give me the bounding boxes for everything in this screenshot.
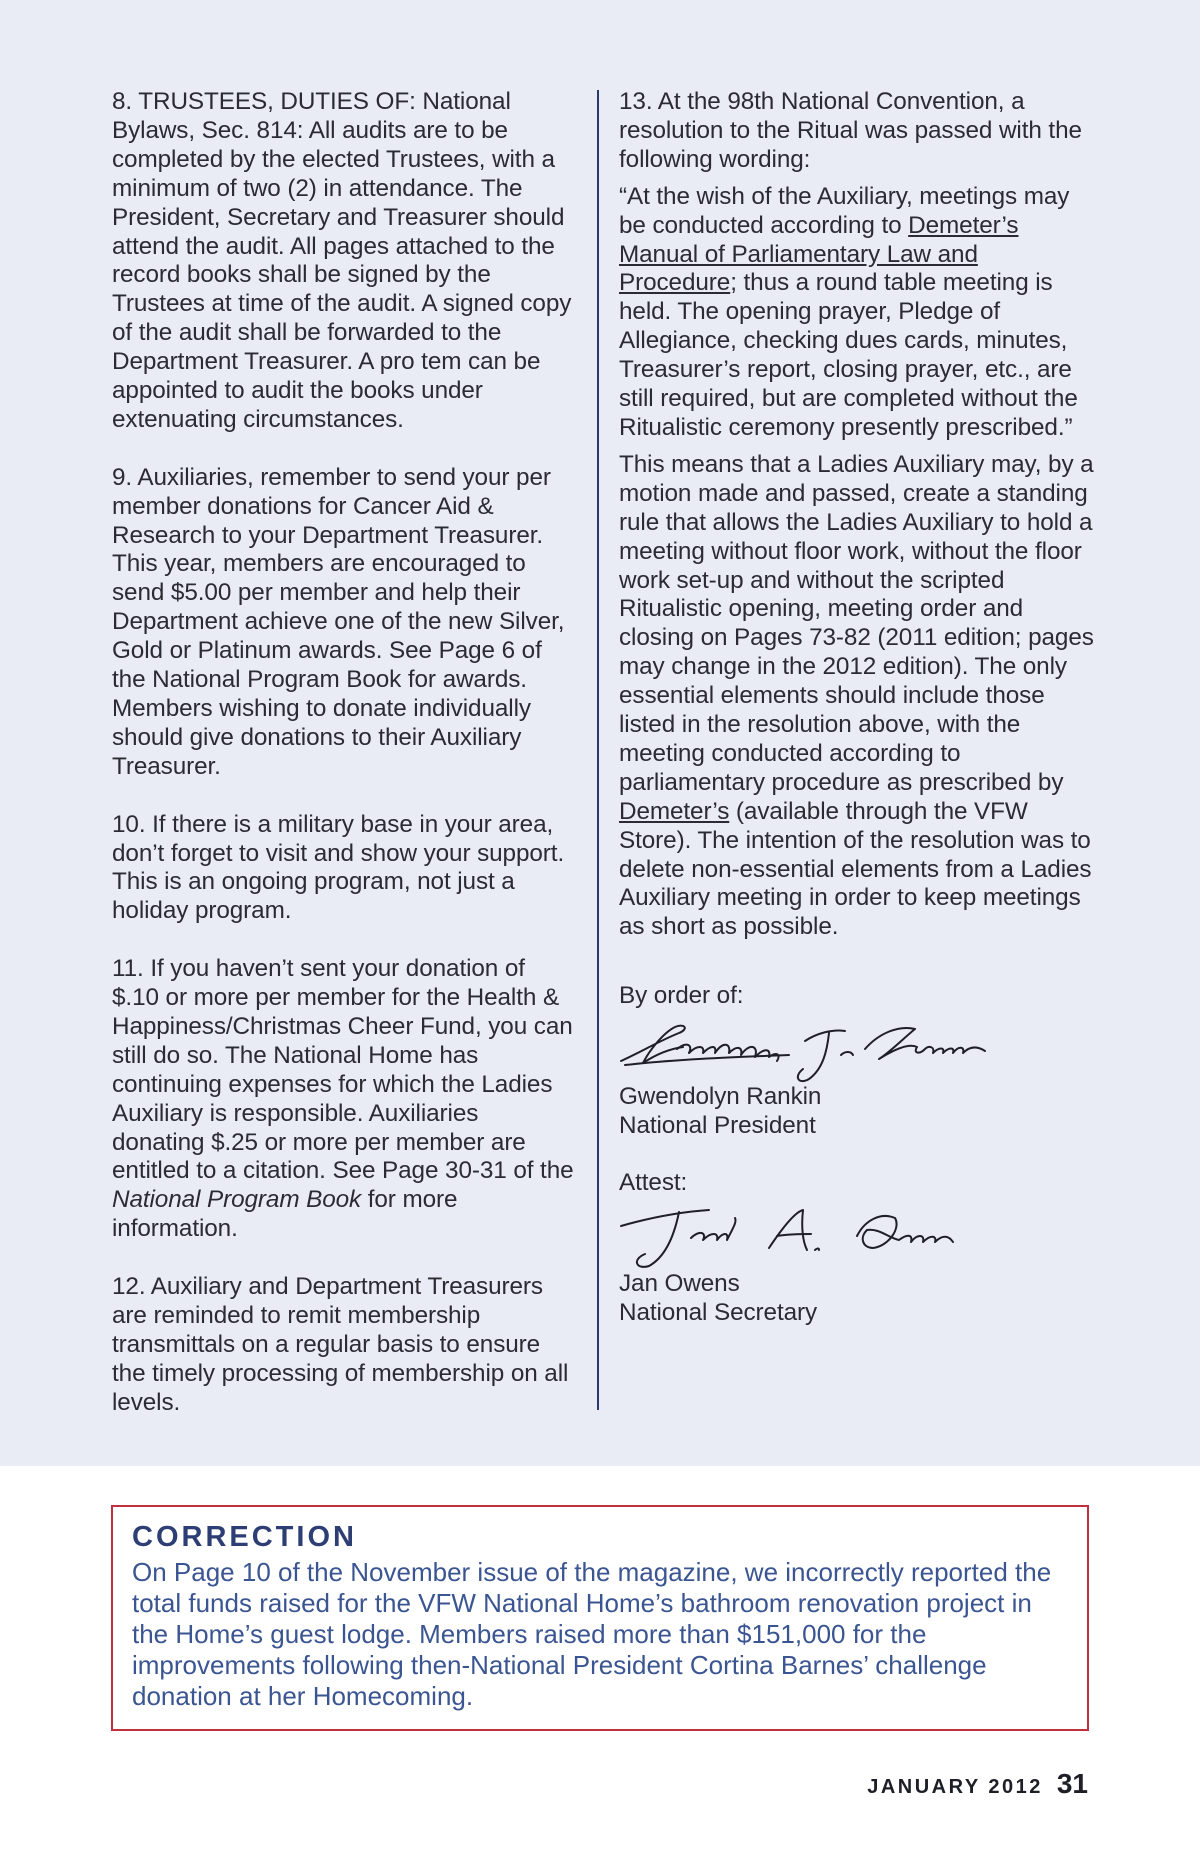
item-8-number: 8.	[112, 88, 133, 115]
explanation-text: This means that a Ladies Auxiliary may, by a motion made and passed, create a standing rule that allows the Ladies Auxiliary to hold a meeting without floor work, without the floor work set-up and without the scripted Ritualistic opening, meeting order and closing on Pages 73-82 (2011 edition; pages may change in the 2012 edition). The only essential elements should include those listed in the resolution above, with the meeting conducted according to parliamentary procedure as prescribed by	[619, 450, 1094, 796]
president-title: National President	[619, 1112, 816, 1140]
correction-title: CORRECTION	[132, 1521, 357, 1553]
secretary-name: Jan Owens	[619, 1269, 740, 1297]
page-footer	[867, 1768, 1088, 1800]
issue-date: JANUARY 2012	[867, 1776, 1043, 1798]
resolution-explanation	[619, 451, 1094, 942]
president-signature-block	[619, 1011, 1094, 1141]
by-order-label: By order of:	[619, 982, 744, 1010]
item-11-book-title: National Program Book	[112, 1186, 362, 1214]
correction-box	[111, 1505, 1089, 1731]
quote-text-end: ; thus a round table meeting is held. The opening prayer, Pledge of Allegiance, checking dues cards, minutes, Treasurer’s report, closing prayer, etc., are still required, but are completed without the Ritualistic ceremony presently prescribed.”	[619, 269, 1078, 441]
secretary-signature	[619, 1198, 999, 1272]
left-column	[112, 88, 574, 1418]
demeters-manual-link[interactable]: Demeter’s Manual of Parliamentary Law and Procedure	[619, 211, 1019, 297]
explanation-text-end: (available through the VFW Store). The intention of the resolution was to delete non-essential elements from a Ladies Auxiliary meeting in order to keep meetings as short as possible.	[619, 797, 1092, 941]
correction-body: On Page 10 of the November issue of the magazine, we incorrectly reported the total funds raised for the VFW National Home’s bathroom renovation project in the Home’s guest lodge. Members raised more than $151,000 for the improvements following then-National President Cortina Barnes’ challenge donation at her Homecoming.	[132, 1557, 1052, 1711]
item-11-text-end: for more information.	[112, 1186, 458, 1243]
demeters-link[interactable]: Demeter’s	[619, 797, 730, 825]
right-column	[619, 88, 1094, 1328]
item-10: 10. If there is a military base in your area, don’t forget to visit and show your support. This is an ongoing program, not just a holiday program.	[112, 810, 565, 925]
item-13-intro: 13. At the 98th National Convention, a resolution to the Ritual was passed with the following wording:	[619, 88, 1082, 173]
president-signature	[619, 1011, 1039, 1085]
president-name: Gwendolyn Rankin	[619, 1083, 822, 1111]
item-9: 9. Auxiliaries, remember to send your per member donations for Cancer Aid & Research to your Department Treasurer. This year, members are encouraged to send $5.00 per member and help their Department achieve one of the new Silver, Gold or Platinum awards. See Page 6 of the National Program Book for awards. Members wishing to donate individually should give donations to their Auxiliary Treasurer.	[112, 463, 565, 780]
item-8	[112, 88, 574, 435]
attest-label: Attest:	[619, 1169, 688, 1196]
page-number: 31	[1056, 1768, 1088, 1799]
column-divider	[597, 90, 599, 1410]
item-8-body: National Bylaws, Sec. 814: All audits are to be completed by the elected Trustees, with a minimum of two (2) in attendance. The President, Secretary and Treasurer should attend the audit. All pages attached to the record books shall be signed by the Trustees at time of the audit. A signed copy of the audit shall be forwarded to the Department Treasurer. A pro tem can be appointed to audit the books under extenuating circumstances.	[112, 88, 572, 433]
item-11	[112, 955, 574, 1244]
resolution-quote	[619, 183, 1094, 443]
secretary-signature-block	[619, 1198, 1094, 1328]
secretary-title: National Secretary	[619, 1298, 818, 1326]
item-8-heading: TRUSTEES, DUTIES OF:	[138, 88, 416, 115]
quote-text: “At the wish of the Auxiliary, meetings may be conducted according to	[619, 182, 1070, 239]
item-11-text: 11. If you haven’t sent your donation of $.10 or more per member for the Health & Happiness/Christmas Cheer Fund, you can still do so. The National Home has continuing expenses for which the Ladies Auxiliary is responsible. Auxiliaries donating $.25 or more per member are entitled to a citation. See Page 30-31 of the	[112, 955, 574, 1185]
item-12: 12. Auxiliary and Department Treasurers are reminded to remit membership transmittals on a regular basis to ensure the timely processing of membership on all levels.	[112, 1273, 569, 1416]
